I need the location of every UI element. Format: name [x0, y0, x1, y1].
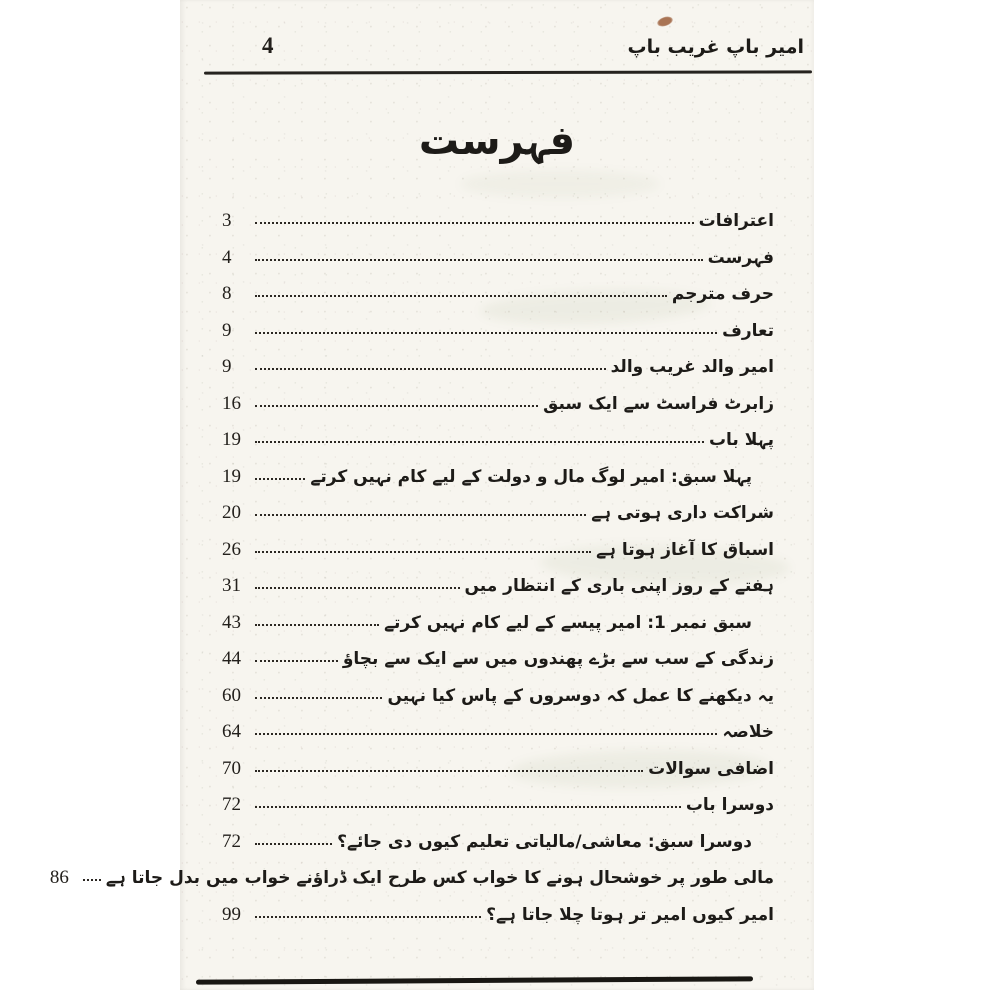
toc-item-title: خلاصہ [722, 722, 774, 742]
toc-item-title: پہلا باب [708, 430, 774, 450]
scanned-page [49, 0, 814, 990]
dot-leader [255, 551, 591, 553]
toc-item-page: 72 [222, 830, 241, 852]
dot-leader [255, 514, 586, 516]
toc-row [222, 751, 774, 788]
footer-rule [196, 976, 753, 984]
toc-heading: فہرست [418, 118, 576, 164]
toc-item-title: امیر والد غریب والد [610, 357, 774, 377]
toc-item-page: 19 [222, 429, 241, 450]
toc-row [222, 714, 774, 751]
toc-row [222, 313, 774, 350]
header-book-title: امیر باپ غریب باپ [627, 36, 804, 58]
toc-item-title: دوسرا سبق: معاشی/مالیاتی تعلیم کیوں دی جائے؟ [337, 831, 752, 852]
toc-row [222, 240, 774, 277]
toc-item-page: 70 [222, 757, 241, 779]
dot-leader [255, 295, 667, 297]
dot-leader [255, 222, 694, 224]
toc-item-page: 64 [222, 721, 241, 742]
header-rule [204, 70, 812, 74]
toc-item-page: 31 [222, 575, 241, 596]
toc-row [222, 605, 774, 642]
toc-item-title: حرف مترجم [671, 284, 774, 304]
dot-leader [255, 843, 332, 845]
toc-list [49, 203, 774, 933]
dot-leader [255, 697, 382, 699]
toc-row [222, 203, 774, 240]
toc-row [222, 422, 774, 459]
dot-leader [255, 405, 538, 407]
toc-item-page: 72 [222, 794, 241, 815]
dot-leader [255, 733, 717, 735]
dot-leader [255, 259, 703, 261]
toc-item-page: 9 [222, 319, 232, 341]
dot-leader [83, 879, 101, 881]
dot-leader [255, 368, 606, 370]
toc-item-page: 4 [222, 246, 232, 268]
toc-item-page: 99 [222, 903, 241, 925]
toc-row [222, 532, 774, 569]
toc-row [222, 276, 774, 313]
dot-leader [255, 441, 704, 443]
toc-row [222, 678, 774, 715]
toc-row [222, 386, 774, 423]
toc-item-title: امیر کیوں امیر تر ہوتا چلا جاتا ہے؟ [486, 904, 774, 925]
toc-item-title: فہرست [707, 247, 774, 268]
toc-item-title: مالی طور پر خوشحال ہونے کا خواب کس طرح ایک ڈراؤنے خواب میں بدل جاتا ہے [105, 868, 774, 888]
toc-item-title: پہلا سبق: امیر لوگ مال و دولت کے لیے کام نہیں کرتے [310, 466, 752, 487]
toc-item-title: شراکت داری ہوتی ہے [591, 503, 774, 523]
dot-leader [255, 916, 481, 918]
toc-item-page: 20 [222, 502, 241, 523]
show-through-ghost [460, 170, 660, 198]
toc-row [49, 860, 774, 897]
header-page-number: 4 [262, 33, 274, 58]
toc-item-page: 60 [222, 684, 241, 706]
toc-row [222, 787, 774, 824]
toc-item-title: تعارف [722, 320, 774, 341]
dot-leader [255, 660, 338, 662]
toc-item-title: دوسرا باب [685, 795, 774, 815]
toc-row [222, 349, 774, 386]
toc-item-page: 16 [222, 392, 241, 414]
stain-mark [656, 15, 674, 29]
toc-item-title: ہفتے کے روز اپنی باری کے انتظار میں [464, 576, 774, 596]
toc-item-page: 19 [222, 465, 241, 487]
dot-leader [255, 806, 681, 808]
toc-item-page: 8 [222, 283, 232, 304]
toc-item-page: 26 [222, 538, 241, 560]
toc-item-page: 44 [222, 648, 241, 669]
toc-item-page: 3 [222, 210, 232, 231]
toc-item-page: 86 [49, 867, 69, 888]
toc-row [222, 641, 774, 678]
toc-item-title: سبق نمبر 1: امیر پیسے کے لیے کام نہیں کرتے [384, 612, 752, 633]
toc-item-title: اعترافات [698, 211, 774, 231]
toc-item-title: زابرٹ فراسٹ سے ایک سبق [543, 393, 774, 414]
toc-row [222, 824, 774, 861]
dot-leader [255, 478, 305, 480]
dot-leader [255, 332, 717, 334]
toc-item-page: 9 [222, 356, 232, 377]
toc-row [222, 459, 774, 496]
toc-item-title: اضافی سوالات [648, 758, 774, 779]
toc-row [222, 568, 774, 605]
toc-row [222, 495, 774, 532]
dot-leader [255, 624, 379, 626]
dot-leader [255, 587, 460, 589]
dot-leader [255, 770, 643, 772]
toc-item-page: 43 [222, 611, 241, 633]
toc-row [222, 897, 774, 934]
toc-item-title: یہ دیکھنے کا عمل کہ دوسروں کے پاس کیا نہیں [387, 685, 774, 706]
toc-item-title: زندگی کے سب سے بڑے پھندوں میں سے ایک سے بچاؤ [342, 649, 774, 669]
toc-item-title: اسباق کا آغاز ہوتا ہے [596, 539, 774, 560]
